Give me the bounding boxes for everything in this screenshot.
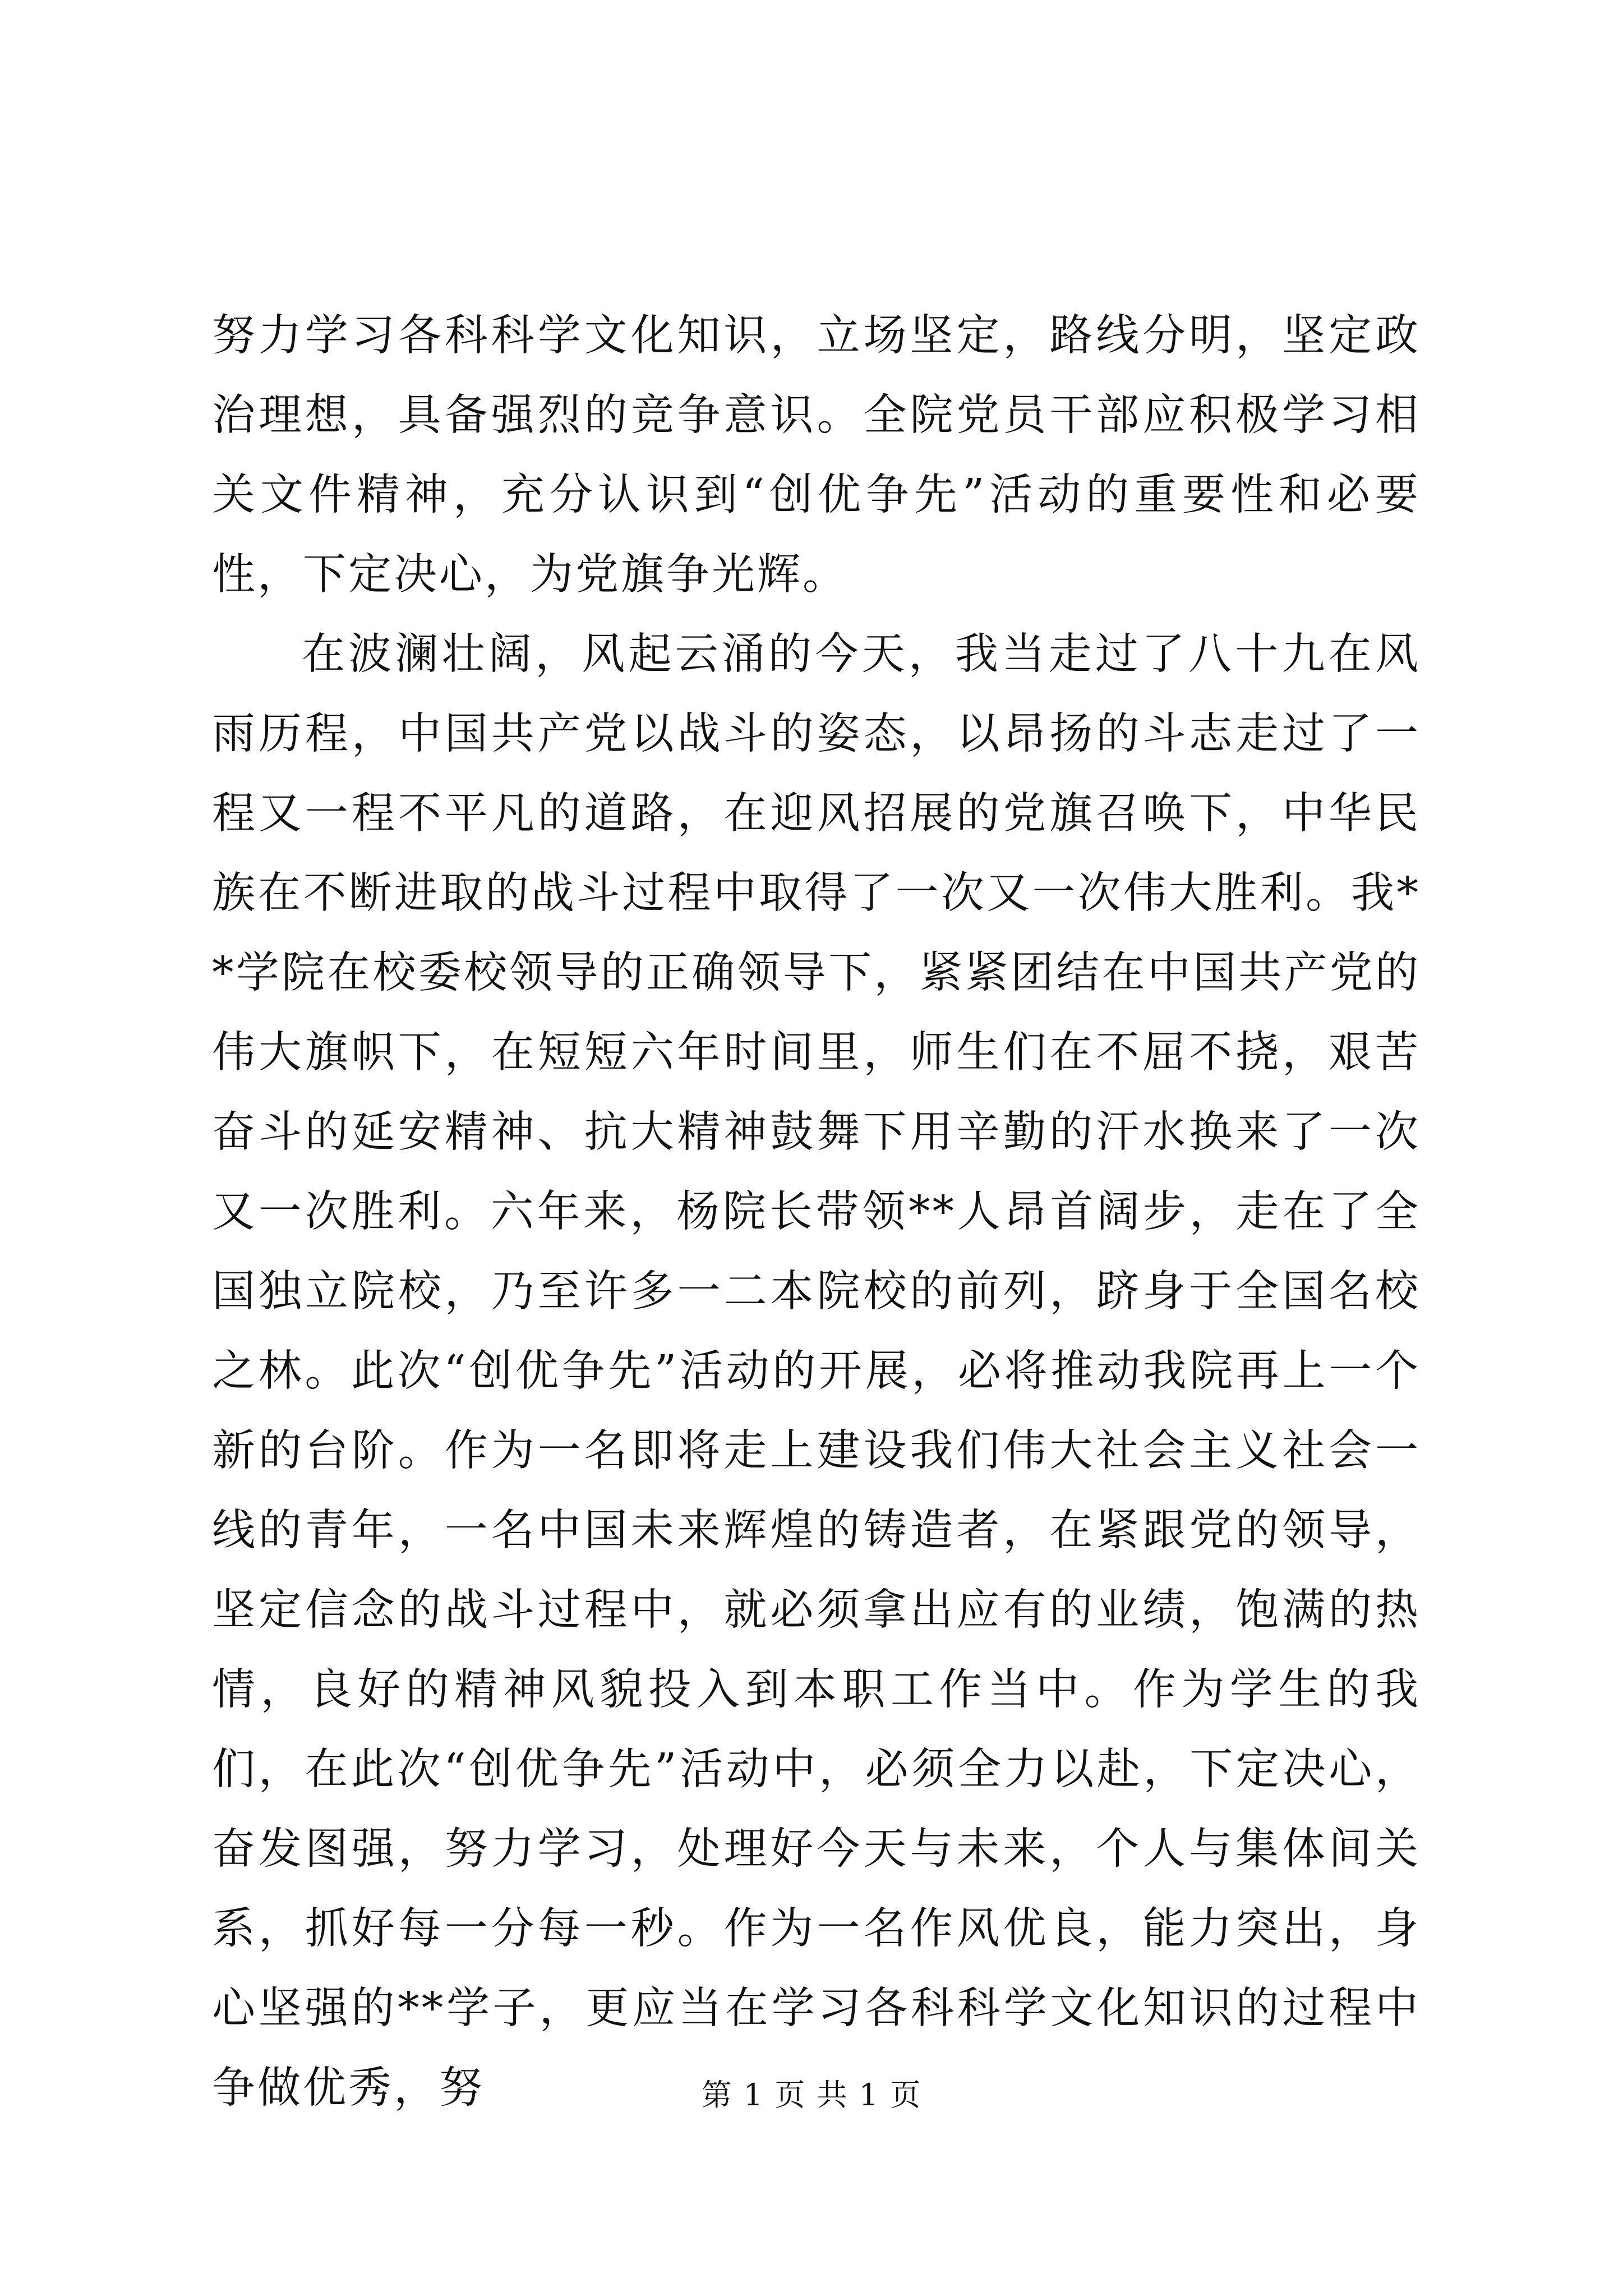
paragraph-continued: 努力学习各科科学文化知识，立场坚定，路线分明，坚定政治理想，具备强烈的竞争意识。全院党员干部应积极学习相关文件精神，充分认识到“创优争先”活动的重要性和必要性，下定决心，为党旗争光辉。	[212, 311, 1421, 600]
page-footer: 第 1 页 共 1 页	[701, 2077, 922, 2113]
paragraph-main: 在波澜壮阔，风起云涌的今天，我当走过了八十九在风雨历程，中国共产党以战斗的姿态，以昂扬的斗志走过了一程又一程不平凡的道路，在迎风招展的党旗召唤下，中华民族在不断进取的战斗过程中取得了一次又一次伟大胜利。我**学院在校委校领导的正确领导下，紧紧团结在中国共产党的伟大旗帜下，在短短六年时间里，师生们在不屈不挠，艰苦奋斗的延安精神、抗大精神鼓舞下用辛勤的汗水换来了一次又一次胜利。六年来，杨院长带领**人昂首阔步，走在了全国独立院校，乃至许多一二本院校的前列，跻身于全国名校之林。此次“创优争先”活动的开展，必将推动我院再上一个新的台阶。作为一名即将走上建设我们伟大社会主义社会一线的青年，一名中国未来辉煌的铸造者，在紧跟党的领导，坚定信念的战斗过程中，就必须拿出应有的业绩，饱满的热情，良好的精神风貌投入到本职工作当中。作为学生的我们，在此次“创优争先”活动中，必须全力以赴，下定决心，奋发图强，努力学习，处理好今天与未来，个人与集体间关系，抓好每一分每一秒。作为一名作风优良，能力突出，身心坚强的**学子，更应当在学习各科科学文化知识的过程中争做优秀，努	[212, 629, 1421, 2113]
document-body	[212, 296, 1421, 2128]
